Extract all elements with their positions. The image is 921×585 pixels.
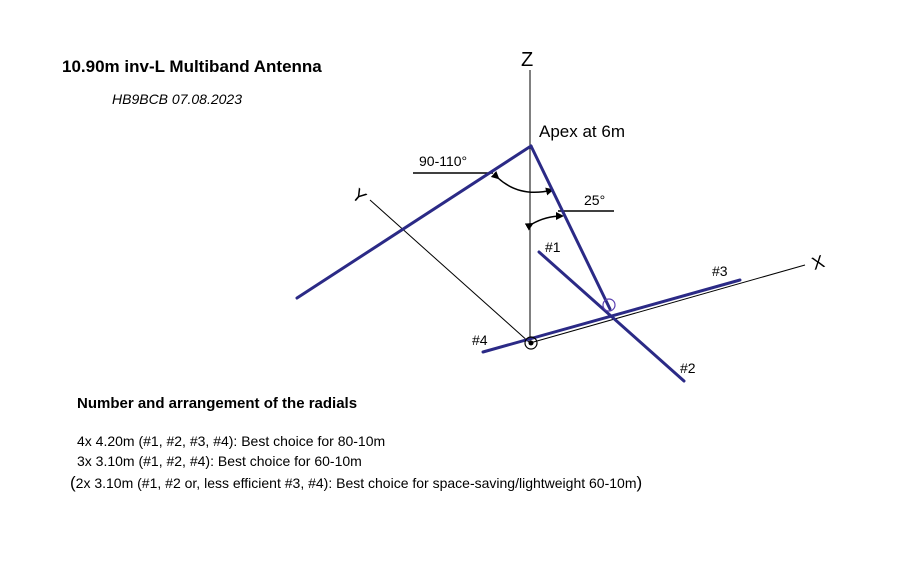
- radials-option-1: 4x 4.20m (#1, #2, #3, #4): Best choice for 80-10m: [77, 433, 386, 449]
- apex-label: Apex at 6m: [539, 122, 625, 141]
- radial-3-4-wire: [483, 280, 740, 352]
- antenna-wires: [297, 146, 740, 381]
- radials-option-3: [70, 473, 642, 493]
- horizontal-leg-wire: [297, 146, 531, 298]
- radial-3-label: #3: [712, 263, 728, 279]
- angle-tilt-arc: [532, 216, 562, 224]
- author-date: HB9BCB 07.08.2023: [112, 91, 242, 107]
- open-paren: (: [70, 473, 76, 492]
- radials-option-3-text: 2x 3.10m (#1, #2 or, less efficient #3, #4): Best choice for space-saving/lightweight 60-10m: [75, 475, 637, 491]
- angle-upper-label: 90-110°: [419, 153, 468, 169]
- x-axis-label: X: [809, 251, 827, 274]
- close-paren: ): [636, 473, 643, 492]
- angle-tilt-label: 25°: [584, 192, 606, 208]
- radial-2-label: #2: [680, 360, 696, 376]
- radials-heading: Number and arrangement of the radials: [77, 395, 358, 412]
- y-axis-label: Y: [348, 184, 371, 208]
- origin-dot: [529, 341, 534, 346]
- diagram-title: 10.90m inv-L Multiband Antenna: [62, 57, 322, 76]
- radial-1-label: #1: [545, 239, 561, 255]
- angle-upper-arc: [498, 178, 552, 192]
- y-axis-line: [370, 200, 530, 343]
- radials-option-2: 3x 3.10m (#1, #2, #4): Best choice for 60-10m: [77, 453, 362, 469]
- sloping-leg-wire: [531, 146, 610, 309]
- z-axis-label: Z: [521, 49, 534, 71]
- radial-4-label: #4: [472, 332, 488, 348]
- x-axis-line: [530, 265, 805, 343]
